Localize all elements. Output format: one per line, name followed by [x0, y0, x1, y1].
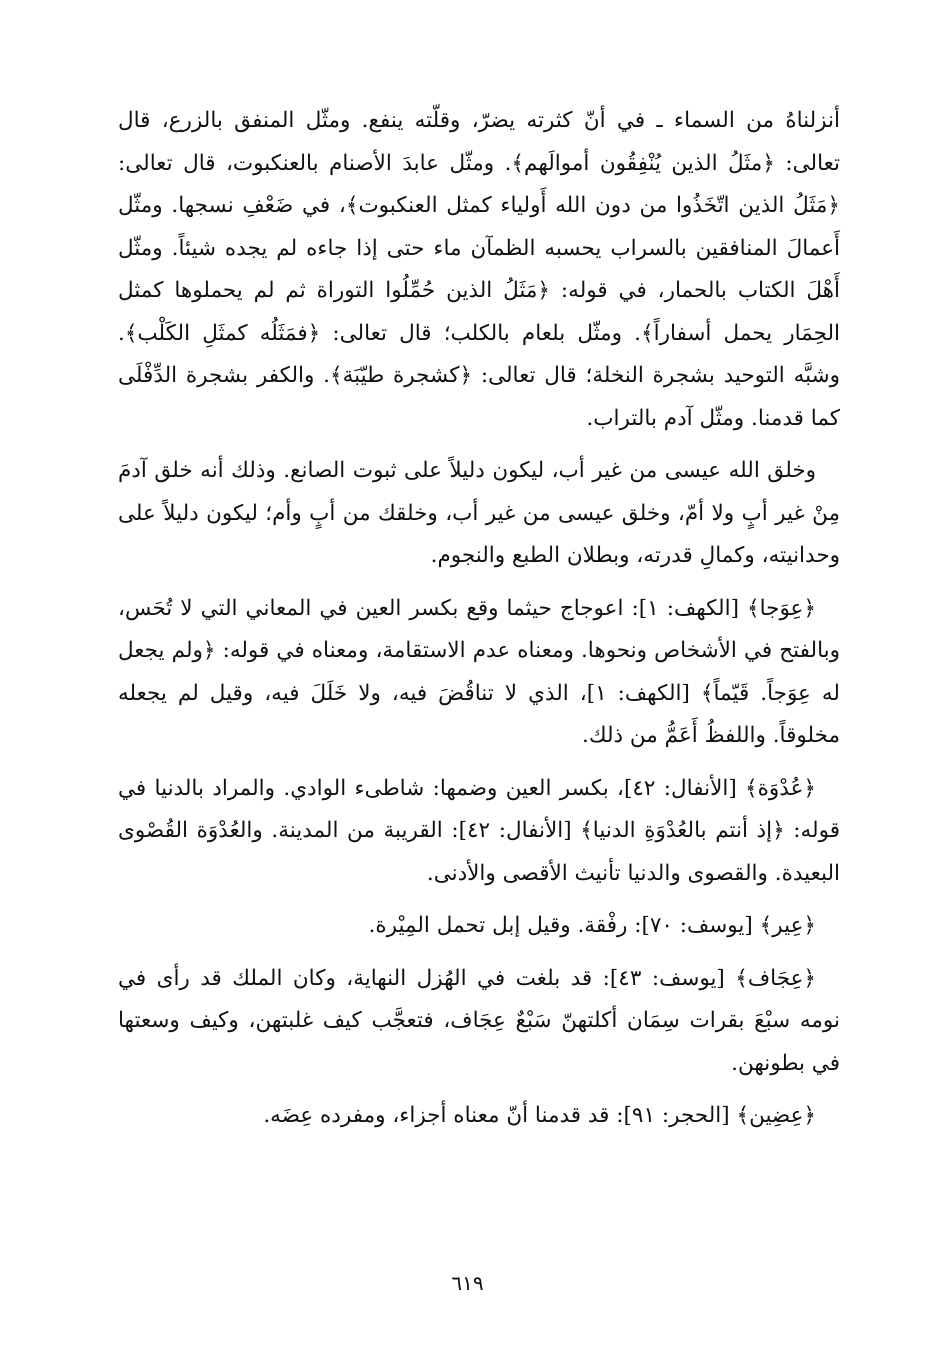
entry-iwaja: ﴿عِوَجا﴾ [الكهف: ١]: اعوجاج حيثما وقع بكسر العين في المعاني التي لا تُحَس، وبالفتح في الأشخاص ونحوها. ومعناه عدم الاستقامة، ومعناه في قوله: ﴿ولم يجعل له عِوَجاً. قَيّماً﴾ [الكهف: ١]، الذي لا تناقُضَ فيه، ولا خَلَلَ فيه، وقيل لم يجعله مخلوقاً. واللفظُ أَعَمُّ من ذلك.	[118, 595, 840, 748]
page-number: ٦١٩	[451, 1271, 484, 1295]
paragraph-parables: أنزلناهُ من السماء ـ في أنّ كثرته يضرّ، وقلّته ينفع. ومثّل المنفق بالزرع، قال تعالى: ﴿مثَلُ الذين يُنْفِقُون أموالَهم﴾. ومثّل عابدَ الأصنام بالعنكبوت، قال تعالى: ﴿مَثَلُ الذين اتّخَذُوا من دون الله أَولياء كمثل العنكبوت﴾، في ضَعْفِ نسجها. ومثّل أَعمالَ المنافقين بالسراب يحسبه الظمآن ماء حتى إذا جاءه لم يجده شيئاً. ومثّل أَهْلَ الكتاب بالحمار، في قوله: ﴿مَثَلُ الذين حُمِّلُوا التوراة ثم لم يحملوها كمثل الحِمَار يحمل أسفاراً﴾. ومثّل بلعام بالكلب؛ قال تعالى: ﴿فمَثَلُه كمثَلِ الكَلْب﴾. وشبَّه التوحيد بشجرة النخلة؛ قال تعالى: ﴿كشجرة طيّبَة﴾. والكفر بشجرة الدِّفْلَى كما قدمنا. ومثّل آدم بالتراب.	[118, 108, 840, 431]
page-body	[118, 100, 840, 1138]
entry-idin: ﴿عِضِين﴾ [الحجر: ٩١]: قد قدمنا أنّ معناه أجزاء، ومفرده عِضَه.	[263, 1103, 816, 1128]
entry-ir: ﴿عِير﴾ [يوسف: ٧٠]: رفْقة. وقيل إبل تحمل المِيْرة.	[368, 913, 816, 938]
entry-ijaf: ﴿عِجَاف﴾ [يوسف: ٤٣]: قد بلغت في الهُزل النهاية، وكان الملك قد رأى في نومه سبْعَ بقرات سِمَان أكلتهنّ سَبْعٌ عِجَاف، فتعجَّب كيف غلبتهن، وكيف وسعتها في بطونهن.	[118, 965, 840, 1076]
paragraph-creation-of-isa: وخلق الله عيسى من غير أب، ليكون دليلاً على ثبوت الصانع. وذلك أنه خلق آدمَ مِنْ غير أبٍ ولا أمّ، وخلق عيسى من غير أب، وخلقك من أبٍ وأم؛ ليكون دليلاً على وحدانيته، وكمالِ قدرته، وبطلان الطبع والنجوم.	[118, 458, 840, 568]
entry-udwa: ﴿عُدْوَة﴾ [الأنفال: ٤٢]، بكسر العين وضمها: شاطىء الوادي. والمراد بالدنيا في قوله: ﴿إذ أنتم بالعُدْوَةِ الدنيا﴾ [الأنفال: ٤٢]: القريبة من المدينة. والعُدْوَة القُصْوى البعيدة. والقصوى والدنيا تأنيث الأقصى والأدنى.	[118, 775, 840, 886]
